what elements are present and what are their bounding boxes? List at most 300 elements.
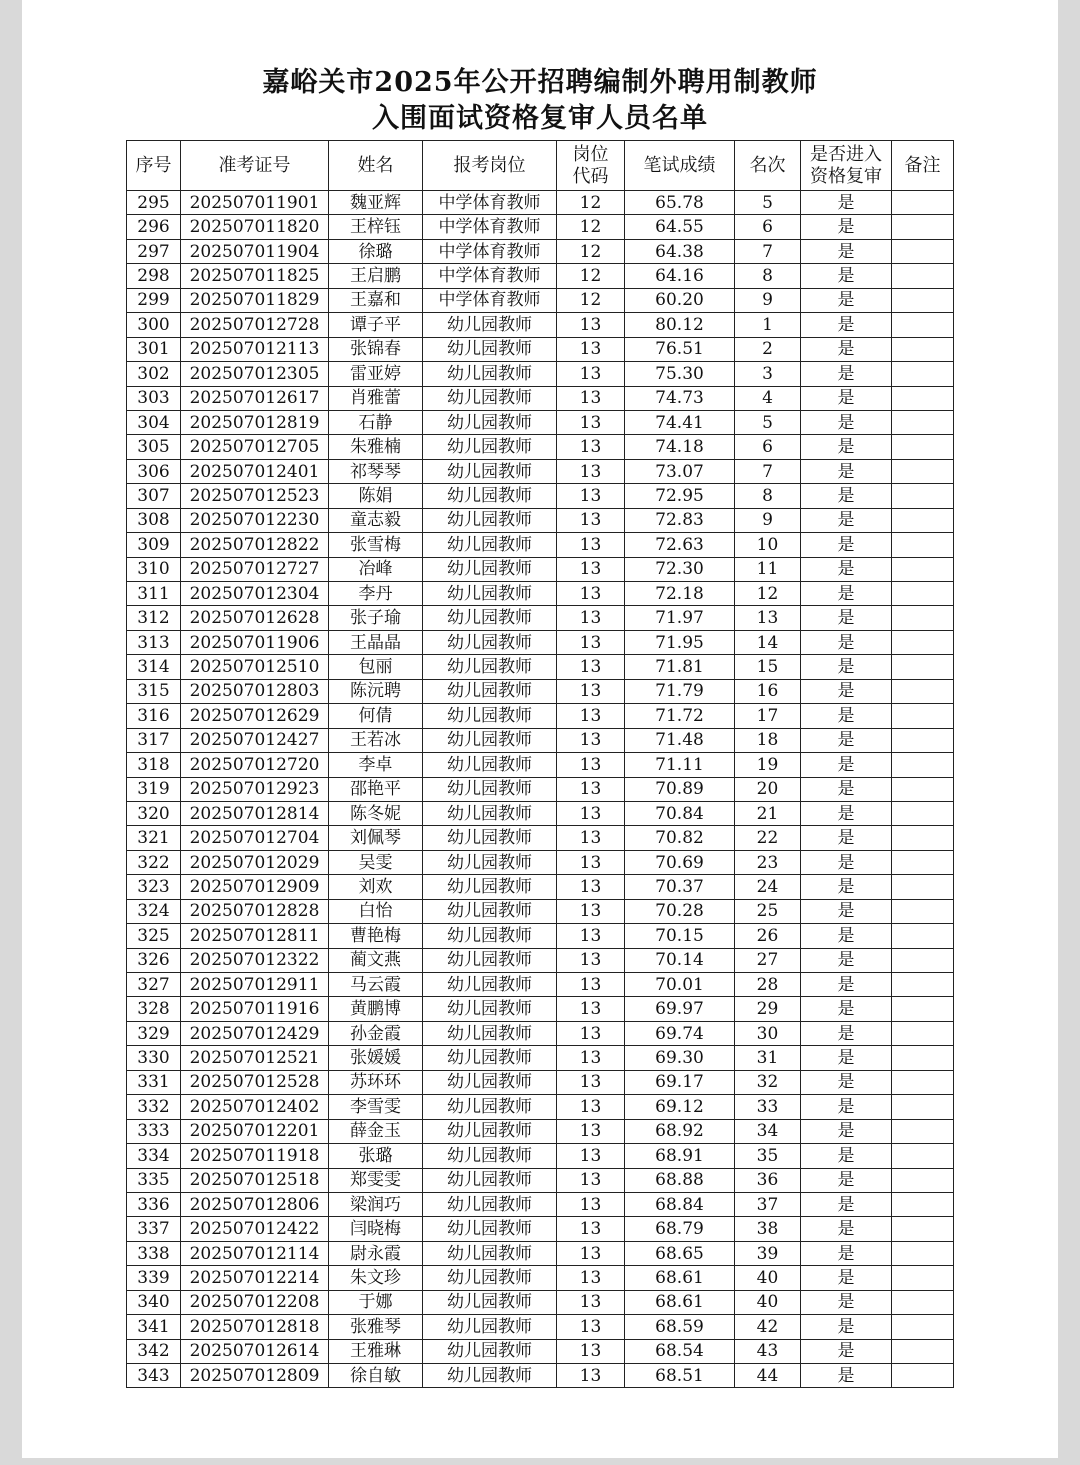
- table-row: [127, 337, 954, 361]
- cell-name: 张雪梅: [329, 533, 423, 557]
- cell-seq: 308: [127, 508, 181, 532]
- cell-review: 是: [801, 606, 892, 630]
- cell-position: 幼儿园教师: [423, 1095, 557, 1119]
- cell-name: 黄鹏博: [329, 997, 423, 1021]
- cell-rank: 35: [735, 1144, 801, 1168]
- cell-ticket-number: 202507012911: [181, 973, 329, 997]
- cell-position: 幼儿园教师: [423, 435, 557, 459]
- cell-position-code: 13: [557, 1046, 625, 1070]
- cell-seq: 295: [127, 191, 181, 215]
- cell-position-code: 13: [557, 337, 625, 361]
- cell-seq: 303: [127, 386, 181, 410]
- cell-rank: 8: [735, 484, 801, 508]
- cell-name: 闫晓梅: [329, 1217, 423, 1241]
- cell-name: 陈冬妮: [329, 801, 423, 825]
- cell-name: 郑雯雯: [329, 1168, 423, 1192]
- cell-seq: 337: [127, 1217, 181, 1241]
- header-ticket-number: 准考证号: [181, 141, 329, 191]
- cell-position: 幼儿园教师: [423, 973, 557, 997]
- cell-position: 幼儿园教师: [423, 1339, 557, 1363]
- cell-written-score: 64.16: [625, 264, 735, 288]
- header-code-line1: 岗位: [572, 143, 609, 165]
- cell-position: 幼儿园教师: [423, 386, 557, 410]
- cell-name: 王启鹏: [329, 264, 423, 288]
- cell-review: 是: [801, 1168, 892, 1192]
- cell-remark: [892, 1217, 954, 1241]
- cell-name: 张锦春: [329, 337, 423, 361]
- cell-position: 幼儿园教师: [423, 1217, 557, 1241]
- cell-rank: 7: [735, 239, 801, 263]
- cell-review: 是: [801, 386, 892, 410]
- cell-seq: 296: [127, 215, 181, 239]
- table-row: [127, 1339, 954, 1363]
- cell-review: 是: [801, 215, 892, 239]
- cell-position: 幼儿园教师: [423, 850, 557, 874]
- cell-seq: 342: [127, 1339, 181, 1363]
- cell-position-code: 13: [557, 899, 625, 923]
- table-row: [127, 826, 954, 850]
- cell-written-score: 70.01: [625, 973, 735, 997]
- table-row: [127, 239, 954, 263]
- cell-seq: 304: [127, 410, 181, 434]
- cell-name: 刘佩琴: [329, 826, 423, 850]
- cell-remark: [892, 1046, 954, 1070]
- cell-position: 幼儿园教师: [423, 508, 557, 532]
- cell-ticket-number: 202507012814: [181, 801, 329, 825]
- cell-ticket-number: 202507012704: [181, 826, 329, 850]
- cell-ticket-number: 202507012304: [181, 582, 329, 606]
- header-review: [801, 141, 892, 191]
- cell-remark: [892, 679, 954, 703]
- cell-ticket-number: 202507011825: [181, 264, 329, 288]
- cell-remark: [892, 1021, 954, 1045]
- table-row: [127, 1290, 954, 1314]
- table-row: [127, 801, 954, 825]
- table-row: [127, 948, 954, 972]
- cell-review: 是: [801, 337, 892, 361]
- cell-rank: 16: [735, 679, 801, 703]
- cell-name: 吴雯: [329, 850, 423, 874]
- table-row: [127, 1046, 954, 1070]
- header-review-line2: 资格复审: [810, 165, 882, 187]
- cell-name: 王晶晶: [329, 630, 423, 654]
- cell-seq: 326: [127, 948, 181, 972]
- cell-seq: 310: [127, 557, 181, 581]
- cell-remark: [892, 1144, 954, 1168]
- cell-review: 是: [801, 924, 892, 948]
- cell-position: 幼儿园教师: [423, 679, 557, 703]
- cell-written-score: 71.81: [625, 655, 735, 679]
- table-row: [127, 655, 954, 679]
- cell-position-code: 13: [557, 533, 625, 557]
- cell-position: 幼儿园教师: [423, 948, 557, 972]
- cell-position: 幼儿园教师: [423, 410, 557, 434]
- cell-review: 是: [801, 1192, 892, 1216]
- cell-name: 马云霞: [329, 973, 423, 997]
- cell-seq: 324: [127, 899, 181, 923]
- header-remark: 备注: [892, 141, 954, 191]
- cell-written-score: 60.20: [625, 288, 735, 312]
- cell-seq: 334: [127, 1144, 181, 1168]
- cell-review: 是: [801, 899, 892, 923]
- cell-remark: [892, 924, 954, 948]
- cell-position: 幼儿园教师: [423, 459, 557, 483]
- table-row: [127, 582, 954, 606]
- cell-review: 是: [801, 264, 892, 288]
- table-row: [127, 679, 954, 703]
- cell-position-code: 13: [557, 924, 625, 948]
- cell-written-score: 72.30: [625, 557, 735, 581]
- cell-position-code: 13: [557, 459, 625, 483]
- header-position: 报考岗位: [423, 141, 557, 191]
- candidate-table: [126, 140, 954, 1388]
- cell-remark: [892, 997, 954, 1021]
- cell-written-score: 68.88: [625, 1168, 735, 1192]
- cell-written-score: 70.28: [625, 899, 735, 923]
- cell-written-score: 72.83: [625, 508, 735, 532]
- cell-position-code: 13: [557, 850, 625, 874]
- cell-name: 朱雅楠: [329, 435, 423, 459]
- cell-position: 幼儿园教师: [423, 1119, 557, 1143]
- table-row: [127, 899, 954, 923]
- cell-ticket-number: 202507012401: [181, 459, 329, 483]
- cell-rank: 39: [735, 1241, 801, 1265]
- cell-rank: 29: [735, 997, 801, 1021]
- table-row: [127, 630, 954, 654]
- cell-remark: [892, 1119, 954, 1143]
- cell-remark: [892, 557, 954, 581]
- cell-rank: 8: [735, 264, 801, 288]
- cell-written-score: 68.91: [625, 1144, 735, 1168]
- cell-ticket-number: 202507011916: [181, 997, 329, 1021]
- cell-seq: 330: [127, 1046, 181, 1070]
- document-title-line2: 入围面试资格复审人员名单: [372, 103, 708, 134]
- cell-written-score: 70.82: [625, 826, 735, 850]
- cell-written-score: 74.41: [625, 410, 735, 434]
- cell-position: 幼儿园教师: [423, 826, 557, 850]
- cell-name: 张媛媛: [329, 1046, 423, 1070]
- cell-ticket-number: 202507012909: [181, 875, 329, 899]
- cell-written-score: 75.30: [625, 362, 735, 386]
- cell-rank: 10: [735, 533, 801, 557]
- cell-position: 幼儿园教师: [423, 777, 557, 801]
- cell-position: 中学体育教师: [423, 239, 557, 263]
- table-row: [127, 435, 954, 459]
- cell-name: 梁润巧: [329, 1192, 423, 1216]
- cell-seq: 300: [127, 313, 181, 337]
- cell-ticket-number: 202507011829: [181, 288, 329, 312]
- cell-position: 中学体育教师: [423, 288, 557, 312]
- cell-seq: 301: [127, 337, 181, 361]
- cell-ticket-number: 202507011904: [181, 239, 329, 263]
- table-row: [127, 1266, 954, 1290]
- cell-ticket-number: 202507012422: [181, 1217, 329, 1241]
- cell-written-score: 76.51: [625, 337, 735, 361]
- cell-seq: 335: [127, 1168, 181, 1192]
- cell-position: 幼儿园教师: [423, 1241, 557, 1265]
- table-row: [127, 973, 954, 997]
- cell-written-score: 71.95: [625, 630, 735, 654]
- cell-seq: 317: [127, 728, 181, 752]
- cell-review: 是: [801, 484, 892, 508]
- cell-position-code: 13: [557, 753, 625, 777]
- table-row: [127, 753, 954, 777]
- cell-seq: 325: [127, 924, 181, 948]
- cell-position: 幼儿园教师: [423, 655, 557, 679]
- cell-remark: [892, 753, 954, 777]
- cell-rank: 34: [735, 1119, 801, 1143]
- cell-position: 中学体育教师: [423, 215, 557, 239]
- cell-review: 是: [801, 630, 892, 654]
- cell-seq: 341: [127, 1315, 181, 1339]
- cell-rank: 43: [735, 1339, 801, 1363]
- table-row: [127, 1364, 954, 1388]
- cell-seq: 322: [127, 850, 181, 874]
- cell-ticket-number: 202507012518: [181, 1168, 329, 1192]
- cell-position: 幼儿园教师: [423, 606, 557, 630]
- cell-position: 幼儿园教师: [423, 753, 557, 777]
- cell-rank: 11: [735, 557, 801, 581]
- cell-ticket-number: 202507012923: [181, 777, 329, 801]
- cell-name: 邵艳平: [329, 777, 423, 801]
- cell-seq: 331: [127, 1070, 181, 1094]
- cell-seq: 329: [127, 1021, 181, 1045]
- cell-ticket-number: 202507012214: [181, 1266, 329, 1290]
- cell-position-code: 13: [557, 1144, 625, 1168]
- cell-position: 幼儿园教师: [423, 1046, 557, 1070]
- cell-ticket-number: 202507012114: [181, 1241, 329, 1265]
- cell-position: 幼儿园教师: [423, 875, 557, 899]
- cell-seq: 339: [127, 1266, 181, 1290]
- cell-written-score: 70.84: [625, 801, 735, 825]
- cell-ticket-number: 202507012427: [181, 728, 329, 752]
- cell-review: 是: [801, 191, 892, 215]
- table-row: [127, 557, 954, 581]
- cell-seq: 340: [127, 1290, 181, 1314]
- cell-written-score: 69.17: [625, 1070, 735, 1094]
- cell-position-code: 13: [557, 997, 625, 1021]
- table-row: [127, 924, 954, 948]
- cell-position-code: 13: [557, 1119, 625, 1143]
- cell-remark: [892, 973, 954, 997]
- cell-seq: 302: [127, 362, 181, 386]
- cell-seq: 309: [127, 533, 181, 557]
- cell-ticket-number: 202507012811: [181, 924, 329, 948]
- cell-position-code: 13: [557, 508, 625, 532]
- cell-remark: [892, 899, 954, 923]
- cell-review: 是: [801, 997, 892, 1021]
- cell-rank: 42: [735, 1315, 801, 1339]
- cell-name: 薛金玉: [329, 1119, 423, 1143]
- cell-remark: [892, 215, 954, 239]
- cell-name: 陈沅聘: [329, 679, 423, 703]
- cell-review: 是: [801, 288, 892, 312]
- cell-name: 白怡: [329, 899, 423, 923]
- table-row: [127, 704, 954, 728]
- cell-name: 徐璐: [329, 239, 423, 263]
- cell-ticket-number: 202507012305: [181, 362, 329, 386]
- cell-ticket-number: 202507012510: [181, 655, 329, 679]
- cell-written-score: 80.12: [625, 313, 735, 337]
- cell-position: 幼儿园教师: [423, 1070, 557, 1094]
- cell-position: 幼儿园教师: [423, 997, 557, 1021]
- table-row: [127, 313, 954, 337]
- cell-review: 是: [801, 875, 892, 899]
- cell-name: 魏亚辉: [329, 191, 423, 215]
- cell-written-score: 68.61: [625, 1290, 735, 1314]
- cell-review: 是: [801, 1021, 892, 1045]
- table-row: [127, 1144, 954, 1168]
- cell-position-code: 12: [557, 288, 625, 312]
- cell-ticket-number: 202507012720: [181, 753, 329, 777]
- cell-seq: 312: [127, 606, 181, 630]
- cell-review: 是: [801, 1290, 892, 1314]
- cell-remark: [892, 826, 954, 850]
- cell-review: 是: [801, 1241, 892, 1265]
- cell-position: 幼儿园教师: [423, 533, 557, 557]
- cell-position-code: 13: [557, 973, 625, 997]
- cell-position-code: 13: [557, 484, 625, 508]
- cell-position-code: 13: [557, 704, 625, 728]
- cell-written-score: 68.61: [625, 1266, 735, 1290]
- cell-rank: 12: [735, 582, 801, 606]
- cell-seq: 336: [127, 1192, 181, 1216]
- cell-remark: [892, 704, 954, 728]
- cell-position-code: 13: [557, 1364, 625, 1388]
- cell-written-score: 71.79: [625, 679, 735, 703]
- cell-position: 幼儿园教师: [423, 313, 557, 337]
- cell-seq: 319: [127, 777, 181, 801]
- cell-position-code: 13: [557, 1168, 625, 1192]
- cell-position-code: 13: [557, 582, 625, 606]
- cell-review: 是: [801, 1046, 892, 1070]
- table-row: [127, 1021, 954, 1045]
- cell-seq: 314: [127, 655, 181, 679]
- cell-seq: 321: [127, 826, 181, 850]
- cell-remark: [892, 1095, 954, 1119]
- cell-position: 幼儿园教师: [423, 362, 557, 386]
- cell-position-code: 13: [557, 410, 625, 434]
- cell-ticket-number: 202507012818: [181, 1315, 329, 1339]
- cell-name: 蔺文燕: [329, 948, 423, 972]
- cell-position-code: 12: [557, 264, 625, 288]
- cell-rank: 40: [735, 1290, 801, 1314]
- cell-position: 幼儿园教师: [423, 484, 557, 508]
- cell-remark: [892, 655, 954, 679]
- cell-review: 是: [801, 777, 892, 801]
- cell-position-code: 12: [557, 239, 625, 263]
- cell-ticket-number: 202507012521: [181, 1046, 329, 1070]
- cell-name: 石静: [329, 410, 423, 434]
- cell-remark: [892, 1192, 954, 1216]
- cell-review: 是: [801, 435, 892, 459]
- cell-remark: [892, 508, 954, 532]
- cell-review: 是: [801, 728, 892, 752]
- cell-remark: [892, 1315, 954, 1339]
- cell-position-code: 13: [557, 679, 625, 703]
- cell-rank: 28: [735, 973, 801, 997]
- cell-written-score: 64.55: [625, 215, 735, 239]
- cell-written-score: 68.51: [625, 1364, 735, 1388]
- cell-remark: [892, 435, 954, 459]
- cell-written-score: 70.37: [625, 875, 735, 899]
- cell-ticket-number: 202507012705: [181, 435, 329, 459]
- cell-remark: [892, 875, 954, 899]
- cell-name: 雷亚婷: [329, 362, 423, 386]
- cell-name: 张雅琴: [329, 1315, 423, 1339]
- cell-written-score: 68.84: [625, 1192, 735, 1216]
- table-header: [127, 141, 954, 191]
- cell-remark: [892, 239, 954, 263]
- cell-name: 冶峰: [329, 557, 423, 581]
- cell-review: 是: [801, 1364, 892, 1388]
- cell-ticket-number: 202507012230: [181, 508, 329, 532]
- cell-position: 幼儿园教师: [423, 1266, 557, 1290]
- cell-rank: 15: [735, 655, 801, 679]
- cell-ticket-number: 202507011901: [181, 191, 329, 215]
- cell-rank: 32: [735, 1070, 801, 1094]
- cell-written-score: 69.74: [625, 1021, 735, 1045]
- cell-remark: [892, 264, 954, 288]
- cell-seq: 311: [127, 582, 181, 606]
- cell-remark: [892, 459, 954, 483]
- cell-written-score: 70.15: [625, 924, 735, 948]
- cell-position-code: 13: [557, 801, 625, 825]
- cell-ticket-number: 202507012819: [181, 410, 329, 434]
- table-row: [127, 533, 954, 557]
- table-row: [127, 1070, 954, 1094]
- cell-name: 谭子平: [329, 313, 423, 337]
- cell-rank: 2: [735, 337, 801, 361]
- cell-seq: 315: [127, 679, 181, 703]
- cell-rank: 24: [735, 875, 801, 899]
- cell-review: 是: [801, 508, 892, 532]
- cell-review: 是: [801, 655, 892, 679]
- cell-remark: [892, 1266, 954, 1290]
- table-row: [127, 215, 954, 239]
- table-row: [127, 459, 954, 483]
- document-page: [22, 0, 1058, 1458]
- cell-position: 幼儿园教师: [423, 728, 557, 752]
- cell-seq: 313: [127, 630, 181, 654]
- header-name: 姓名: [329, 141, 423, 191]
- cell-rank: 37: [735, 1192, 801, 1216]
- cell-ticket-number: 202507012402: [181, 1095, 329, 1119]
- cell-position-code: 13: [557, 1192, 625, 1216]
- cell-position-code: 13: [557, 630, 625, 654]
- table-row: [127, 264, 954, 288]
- cell-rank: 22: [735, 826, 801, 850]
- cell-review: 是: [801, 679, 892, 703]
- cell-position: 幼儿园教师: [423, 704, 557, 728]
- cell-written-score: 72.95: [625, 484, 735, 508]
- cell-ticket-number: 202507012208: [181, 1290, 329, 1314]
- cell-remark: [892, 1364, 954, 1388]
- cell-written-score: 74.18: [625, 435, 735, 459]
- cell-review: 是: [801, 459, 892, 483]
- cell-name: 李丹: [329, 582, 423, 606]
- cell-rank: 31: [735, 1046, 801, 1070]
- cell-ticket-number: 202507012523: [181, 484, 329, 508]
- cell-rank: 27: [735, 948, 801, 972]
- cell-written-score: 69.30: [625, 1046, 735, 1070]
- cell-written-score: 68.54: [625, 1339, 735, 1363]
- cell-rank: 23: [735, 850, 801, 874]
- cell-ticket-number: 202507011918: [181, 1144, 329, 1168]
- cell-position-code: 12: [557, 215, 625, 239]
- cell-rank: 14: [735, 630, 801, 654]
- cell-written-score: 68.92: [625, 1119, 735, 1143]
